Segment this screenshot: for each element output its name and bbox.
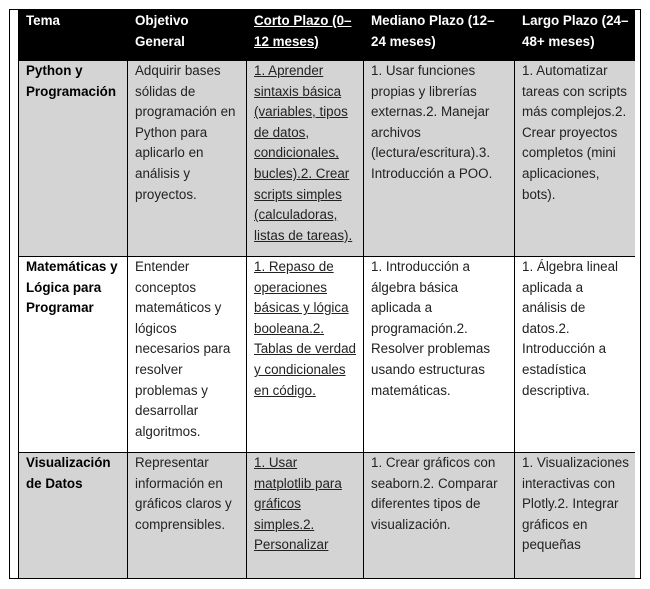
table-body [19, 61, 636, 580]
cell-mediano-plazo: 1. Introducción a álgebra básica aplicada a programación.2. Resolver problemas usando estructuras matemáticas. [364, 257, 515, 453]
cell-objetivo: Entender conceptos matemáticos y lógicos necesarios para resolver problemas y desarrollar algoritmos. [128, 257, 247, 453]
header-mediano-plazo: Mediano Plazo (12–24 meses) [364, 11, 515, 61]
cell-tema: Visualización de Datos [19, 453, 128, 580]
header-row [19, 11, 636, 61]
table-row [19, 453, 636, 580]
cell-largo-plazo: 1. Visualizaciones interactivas con Plotly.2. Integrar gráficos en pequeñas [515, 453, 636, 580]
header-tema: Tema [19, 11, 128, 61]
cell-tema: Matemáticas y Lógica para Programar [19, 257, 128, 453]
cell-mediano-plazo: 1. Crear gráficos con seaborn.2. Comparar diferentes tipos de visualización. [364, 453, 515, 580]
cell-objetivo: Representar información en gráficos claros y comprensibles. [128, 453, 247, 580]
cell-corto-plazo: 1. Repaso de operaciones básicas y lógica booleana.2. Tablas de verdad y condicionales en código. [247, 257, 364, 453]
header-objetivo-general: Objetivo General [128, 11, 247, 61]
table-row [19, 61, 636, 257]
table-container [18, 10, 635, 579]
table-header [19, 11, 636, 61]
cell-largo-plazo: 1. Automatizar tareas con scripts más complejos.2. Crear proyectos completos (mini aplicaciones, bots). [515, 61, 636, 257]
document-frame [9, 9, 641, 579]
study-plan-table [18, 10, 635, 579]
cell-largo-plazo: 1. Álgebra lineal aplicada a análisis de datos.2. Introducción a estadística descriptiva. [515, 257, 636, 453]
header-largo-plazo: Largo Plazo (24–48+ meses) [515, 11, 636, 61]
cell-objetivo: Adquirir bases sólidas de programación en Python para aplicarlo en análisis y proyectos. [128, 61, 247, 257]
cell-tema: Python y Programación [19, 61, 128, 257]
cell-mediano-plazo: 1. Usar funciones propias y librerías externas.2. Manejar archivos (lectura/escritura).3. Introducción a POO. [364, 61, 515, 257]
table-row [19, 257, 636, 453]
header-corto-plazo: Corto Plazo (0–12 meses) [247, 11, 364, 61]
cell-corto-plazo: 1. Usar matplotlib para gráficos simples.2. Personalizar [247, 453, 364, 580]
cell-corto-plazo: 1. Aprender sintaxis básica (variables, tipos de datos, condicionales, bucles).2. Crear scripts simples (calculadoras, listas de tareas). [247, 61, 364, 257]
